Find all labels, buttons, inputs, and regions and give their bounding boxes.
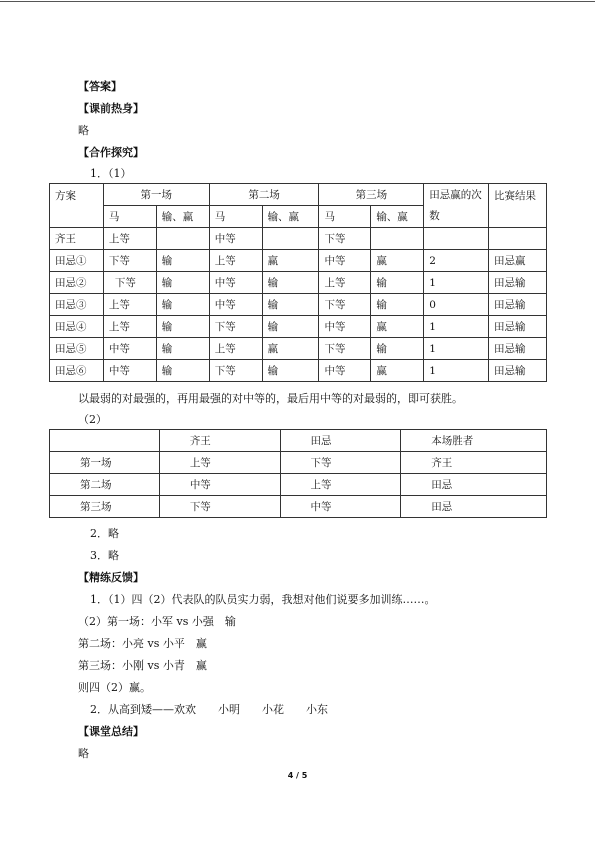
table-cell: 第二场	[50, 474, 160, 496]
table-cell: 输	[156, 338, 209, 360]
table-cell: 1	[424, 360, 489, 382]
table-cell: 田忌输	[488, 316, 546, 338]
table-cell: 下等	[209, 316, 262, 338]
table-row	[50, 228, 547, 250]
table-cell: 输	[262, 360, 319, 382]
table-cell: 田忌	[401, 474, 547, 496]
table-row	[50, 496, 547, 518]
table-cell: 下等	[103, 250, 156, 272]
table-cell: 上等	[103, 294, 156, 316]
table-cell: 中等	[159, 474, 280, 496]
table-cell: 下等	[280, 452, 401, 474]
table-cell: 1	[424, 338, 489, 360]
header-rule	[0, 1, 595, 2]
table-cell: 上等	[209, 338, 262, 360]
table-cell: 上等	[319, 272, 371, 294]
table-row	[50, 294, 547, 316]
feedback-line-3: 第二场：小亮 vs 小平 赢	[78, 637, 207, 650]
header-plan: 方案	[50, 184, 104, 228]
table-cell: 第三场	[50, 496, 160, 518]
header-winloss-3: 输、赢	[371, 206, 424, 228]
table-cell	[424, 228, 489, 250]
table-cell: 1	[424, 316, 489, 338]
table-cell: 下等	[319, 228, 371, 250]
header-result: 比赛结果	[488, 184, 546, 228]
table-cell: 输	[262, 272, 319, 294]
table-header: 齐王	[159, 430, 280, 452]
table-cell: 输	[156, 316, 209, 338]
header-round-2: 第二场	[209, 184, 319, 206]
table-cell: 0	[424, 294, 489, 316]
table-cell: 赢	[371, 250, 424, 272]
header-round-3: 第三场	[319, 184, 424, 206]
header-wins: 田忌赢的次数	[424, 184, 489, 228]
table-cell: 第一场	[50, 452, 160, 474]
header-winloss-2: 输、赢	[262, 206, 319, 228]
table-cell: 中等	[103, 360, 156, 382]
table-cell: 下等	[319, 338, 371, 360]
table-cell: 中等	[319, 360, 371, 382]
table-header: 田忌	[280, 430, 401, 452]
table-cell: 2	[424, 250, 489, 272]
question-2: 2．略	[90, 527, 119, 540]
table-row	[50, 338, 547, 360]
table-cell	[262, 228, 319, 250]
summary-body: 略	[78, 747, 89, 760]
table-cell: 赢	[371, 360, 424, 382]
table-cell: 下等	[103, 272, 156, 294]
header-horse-3: 马	[319, 206, 371, 228]
feedback-line-6: 2．从高到矮——欢欢 小明 小花 小东	[90, 703, 328, 716]
table-row	[50, 316, 547, 338]
table-cell: 赢	[262, 250, 319, 272]
table-cell: 上等	[103, 228, 156, 250]
header-horse-1: 马	[103, 206, 156, 228]
feedback-line-2: （2）第一场：小军 vs 小强 输	[78, 615, 236, 628]
explore-heading: 【合作探究】	[78, 146, 144, 159]
header-round-1: 第一场	[103, 184, 209, 206]
table-cell: 田忌输	[488, 294, 546, 316]
feedback-line-4: 第三场：小刚 vs 小青 赢	[78, 659, 207, 672]
table-cell: 田忌输	[488, 360, 546, 382]
table-cell: 田忌②	[50, 272, 104, 294]
table-row	[50, 452, 547, 474]
table-cell	[156, 228, 209, 250]
table-cell: 田忌输	[488, 338, 546, 360]
table-cell: 输	[262, 294, 319, 316]
table-cell: 输	[156, 294, 209, 316]
table-cell: 田忌输	[488, 272, 546, 294]
table-cell: 中等	[209, 294, 262, 316]
table-row	[50, 360, 547, 382]
table-header-row	[50, 430, 547, 452]
table-cell: 中等	[103, 338, 156, 360]
table-cell: 输	[371, 272, 424, 294]
table-cell: 中等	[280, 496, 401, 518]
question-3: 3．略	[90, 549, 119, 562]
table-cell: 中等	[319, 250, 371, 272]
table-cell: 中等	[209, 228, 262, 250]
table-cell: 田忌⑥	[50, 360, 104, 382]
table-cell: 田忌⑤	[50, 338, 104, 360]
table-cell: 赢	[371, 316, 424, 338]
round-winner-table	[49, 429, 547, 518]
warmup-heading: 【课前热身】	[78, 102, 144, 115]
table-cell: 上等	[209, 250, 262, 272]
table-cell: 上等	[159, 452, 280, 474]
question-1-2-label: （2）	[78, 413, 107, 426]
warmup-body: 略	[78, 124, 89, 137]
feedback-heading: 【精练反馈】	[78, 571, 144, 584]
table-cell: 下等	[159, 496, 280, 518]
table-cell: 田忌④	[50, 316, 104, 338]
table-cell: 齐王	[50, 228, 104, 250]
table-cell: 上等	[280, 474, 401, 496]
table-cell	[371, 228, 424, 250]
table-cell: 赢	[262, 338, 319, 360]
strategy-conclusion: 以最弱的对最强的，再用最强的对中等的，最后用中等的对最弱的，即可获胜。	[78, 392, 463, 405]
table-cell: 输	[262, 316, 319, 338]
feedback-line-1: 1．（1）四（2）代表队的队员实力弱，我想对他们说要多加训练……。	[90, 593, 436, 606]
answer-heading: 【答案】	[78, 80, 122, 93]
header-horse-2: 马	[209, 206, 262, 228]
table-cell: 输	[156, 250, 209, 272]
table-row	[50, 250, 547, 272]
table-cell: 齐王	[401, 452, 547, 474]
summary-heading: 【课堂总结】	[78, 725, 144, 738]
table-cell: 上等	[103, 316, 156, 338]
horse-race-table	[49, 183, 547, 382]
table-header	[50, 430, 160, 452]
feedback-line-5: 则四（2）赢。	[78, 681, 151, 694]
table-cell: 中等	[319, 316, 371, 338]
page-number: 4 / 5	[287, 771, 308, 780]
table-cell	[488, 228, 546, 250]
header-winloss-1: 输、赢	[156, 206, 209, 228]
table-cell: 下等	[319, 294, 371, 316]
table-cell: 田忌①	[50, 250, 104, 272]
table-cell: 1	[424, 272, 489, 294]
table-cell: 输	[156, 272, 209, 294]
table-cell: 田忌③	[50, 294, 104, 316]
table-cell: 田忌赢	[488, 250, 546, 272]
table-cell: 输	[371, 294, 424, 316]
question-1-label: 1．（1）	[90, 167, 132, 180]
table-cell: 下等	[209, 360, 262, 382]
table-row	[50, 272, 547, 294]
table-header: 本场胜者	[401, 430, 547, 452]
table-row	[50, 474, 547, 496]
table-cell: 输	[371, 338, 424, 360]
table-cell: 中等	[209, 272, 262, 294]
table-cell: 田忌	[401, 496, 547, 518]
table-cell: 输	[156, 360, 209, 382]
